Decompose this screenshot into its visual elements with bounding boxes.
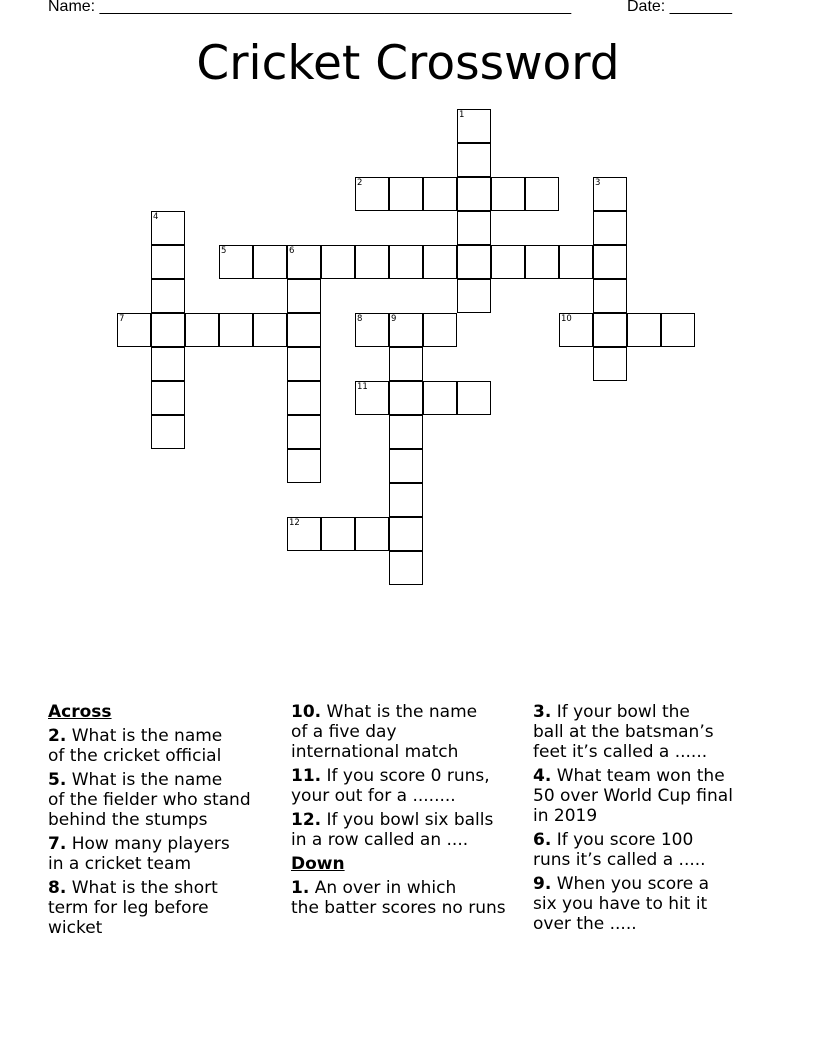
page-title: Cricket Crossword	[196, 36, 620, 91]
name-field-label: Name: _____________________________________________________	[48, 0, 572, 15]
clue-down-4	[533, 766, 765, 826]
clues-column-1	[48, 702, 280, 942]
grid-cell[interactable]	[457, 381, 491, 415]
grid-cell[interactable]	[593, 211, 627, 245]
grid-cell[interactable]	[151, 347, 185, 381]
clue-across-8	[48, 878, 280, 938]
grid-cell[interactable]	[287, 279, 321, 313]
grid-cell[interactable]	[253, 245, 287, 279]
clue-down-6	[533, 830, 765, 870]
grid-cell[interactable]	[423, 381, 457, 415]
grid-cell[interactable]	[321, 517, 355, 551]
grid-cell[interactable]	[253, 313, 287, 347]
grid-cell[interactable]	[423, 245, 457, 279]
grid-cell[interactable]	[593, 347, 627, 381]
clue-text: If you score 100 runs it’s called a .....	[533, 830, 706, 870]
down-heading: Down	[291, 854, 345, 874]
clue-text: What is the short term for leg before wicket	[48, 878, 218, 938]
grid-cell[interactable]	[593, 245, 627, 279]
cell-number: 1	[459, 110, 465, 120]
grid-cell[interactable]	[389, 177, 423, 211]
clue-text: An over in which the batter scores no runs	[291, 878, 506, 918]
clue-number: 5.	[48, 770, 67, 790]
grid-cell[interactable]	[355, 381, 389, 415]
cell-number: 5	[221, 246, 227, 256]
clue-number: 8.	[48, 878, 67, 898]
grid-cell[interactable]	[457, 109, 491, 143]
clue-across-10	[291, 702, 529, 762]
grid-cell[interactable]	[593, 279, 627, 313]
clue-down-9	[533, 874, 765, 934]
grid-cell[interactable]	[287, 313, 321, 347]
grid-cell[interactable]	[559, 313, 593, 347]
clue-text: If you score 0 runs, your out for a ........	[291, 766, 490, 806]
clue-number: 7.	[48, 834, 67, 854]
clue-text: What is the name of the fielder who stand behind the stumps	[48, 770, 251, 830]
clue-text: When you score a six you have to hit it over the .....	[533, 874, 710, 934]
grid-cell[interactable]	[355, 245, 389, 279]
grid-cell[interactable]	[287, 245, 321, 279]
grid-cell[interactable]	[525, 245, 559, 279]
grid-cell[interactable]	[389, 517, 423, 551]
grid-cell[interactable]	[287, 381, 321, 415]
grid-cell[interactable]	[389, 313, 423, 347]
grid-cell[interactable]	[151, 381, 185, 415]
cell-number: 4	[153, 212, 159, 222]
clue-text: If you bowl six balls in a row called an ....	[291, 810, 494, 850]
clue-across-5	[48, 770, 280, 830]
cell-number: 2	[357, 178, 363, 188]
grid-cell[interactable]	[457, 245, 491, 279]
grid-cell[interactable]	[185, 313, 219, 347]
grid-cell[interactable]	[593, 313, 627, 347]
grid-cell[interactable]	[287, 415, 321, 449]
grid-cell[interactable]	[457, 211, 491, 245]
clue-across-2	[48, 726, 280, 766]
grid-cell[interactable]	[355, 177, 389, 211]
date-field-label: Date: _______	[627, 0, 732, 15]
clue-text: What is the name of the cricket official	[48, 726, 223, 766]
grid-cell[interactable]	[389, 415, 423, 449]
cell-number: 7	[119, 314, 125, 324]
grid-cell[interactable]	[389, 347, 423, 381]
clue-across-12	[291, 810, 529, 850]
cell-number: 8	[357, 314, 363, 324]
clue-text: If your bowl the ball at the batsman’s feet it’s called a ......	[533, 702, 714, 762]
clue-number: 9.	[533, 874, 552, 894]
grid-cell[interactable]	[151, 245, 185, 279]
clue-number: 3.	[533, 702, 552, 722]
cell-number: 11	[357, 382, 368, 392]
grid-cell[interactable]	[287, 347, 321, 381]
grid-cell[interactable]	[525, 177, 559, 211]
cell-number: 3	[595, 178, 601, 188]
grid-cell[interactable]	[457, 177, 491, 211]
grid-cell[interactable]	[151, 313, 185, 347]
grid-cell[interactable]	[287, 517, 321, 551]
clue-across-7	[48, 834, 280, 874]
grid-cell[interactable]	[389, 245, 423, 279]
grid-cell[interactable]	[151, 211, 185, 245]
grid-cell[interactable]	[287, 449, 321, 483]
clue-text: How many players in a cricket team	[48, 834, 230, 874]
grid-cell[interactable]	[423, 313, 457, 347]
clues-column-3	[533, 702, 765, 938]
clue-down-1	[291, 878, 529, 918]
clue-number: 4.	[533, 766, 552, 786]
grid-cell[interactable]	[491, 177, 525, 211]
grid-cell[interactable]	[661, 313, 695, 347]
grid-cell[interactable]	[593, 177, 627, 211]
grid-cell[interactable]	[389, 449, 423, 483]
clue-number: 1.	[291, 878, 310, 898]
clue-number: 2.	[48, 726, 67, 746]
clues-column-2	[291, 702, 529, 922]
clue-number: 11.	[291, 766, 322, 786]
grid-cell[interactable]	[151, 415, 185, 449]
grid-cell[interactable]	[389, 551, 423, 585]
clue-text: What team won the 50 over World Cup final in 2019	[533, 766, 733, 826]
cell-number: 6	[289, 246, 295, 256]
grid-cell[interactable]	[559, 245, 593, 279]
grid-cell[interactable]	[355, 517, 389, 551]
grid-cell[interactable]	[219, 313, 253, 347]
cell-number: 10	[561, 314, 572, 324]
grid-cell[interactable]	[491, 245, 525, 279]
cell-number: 9	[391, 314, 397, 324]
cell-number: 12	[289, 518, 300, 528]
clue-across-11	[291, 766, 529, 806]
grid-cell[interactable]	[457, 279, 491, 313]
across-heading: Across	[48, 702, 112, 722]
grid-cell[interactable]	[423, 177, 457, 211]
grid-cell[interactable]	[389, 483, 423, 517]
grid-cell[interactable]	[627, 313, 661, 347]
clue-number: 10.	[291, 702, 322, 722]
clue-number: 12.	[291, 810, 322, 830]
grid-cell[interactable]	[389, 381, 423, 415]
grid-cell[interactable]	[321, 245, 355, 279]
grid-cell[interactable]	[219, 245, 253, 279]
clue-number: 6.	[533, 830, 552, 850]
clue-text: What is the name of a five day international match	[291, 702, 478, 762]
grid-cell[interactable]	[151, 279, 185, 313]
grid-cell[interactable]	[355, 313, 389, 347]
clue-down-3	[533, 702, 765, 762]
grid-cell[interactable]	[457, 143, 491, 177]
grid-cell[interactable]	[117, 313, 151, 347]
